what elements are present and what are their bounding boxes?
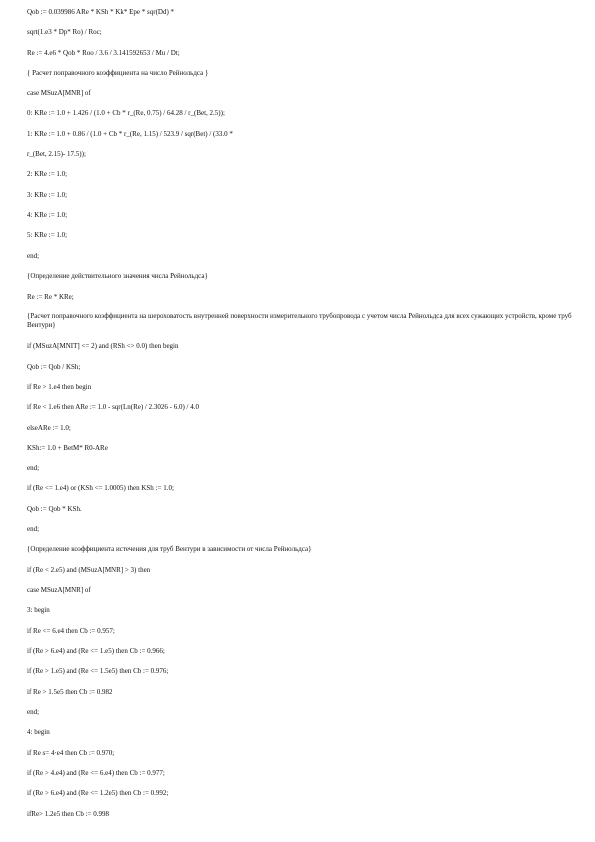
code-line: 4: begin xyxy=(27,728,50,736)
comment-line: {Определение коэффициента истечения для труб Вентури в зависимости от числа Рейнольдса} xyxy=(27,545,312,553)
code-line: sqrt(1.e3 * Dp* Ro) / Roc; xyxy=(27,28,102,36)
code-line: end; xyxy=(27,525,40,533)
comment-line: { Расчет поправочного коэффициента на число Рейнольдса } xyxy=(27,69,209,77)
code-line: 4: KRe := 1.0; xyxy=(27,211,68,219)
code-line: if (Re > 1.e5) and (Re <= 1.5e5) then Cb := 0.976; xyxy=(27,667,169,675)
code-line: Qob := Qob / KSh; xyxy=(27,363,81,371)
code-line: 3: begin xyxy=(27,606,50,614)
code-line: end; xyxy=(27,708,40,716)
code-line: 3: KRe := 1.0; xyxy=(27,191,68,199)
code-line: Re := 4.e6 * Qob * Roo / 3.6 / 3.141592653 / Mu / Dt; xyxy=(27,49,180,57)
code-line: KSh:= 1.0 + BetM* R0-ARe xyxy=(27,444,108,452)
code-line: case MSuzA[MNR] of xyxy=(27,89,91,97)
code-line: if (Re > 6.e4) and (Re <= 1.2e5) then Cb := 0.992; xyxy=(27,789,169,797)
comment-line: {Определение действительного значения числа Рейнольдса} xyxy=(27,272,208,280)
code-line: if (Re > 4.e4) and (Re <= 6.e4) then Cb := 0.977; xyxy=(27,769,165,777)
code-line: if (Re > 6.e4) and (Re <= 1.e5) then Cb := 0.966; xyxy=(27,647,165,655)
code-line: if Re > 1.e4 then begin xyxy=(27,383,92,391)
code-line: if Re < 1.e6 then ARe := 1.0 - sqr(Ln(Re) / 2.3026 - 6.0) / 4.0 xyxy=(27,403,199,411)
code-line: if Re <= 6.e4 then Cb := 0.957; xyxy=(27,627,115,635)
code-line: Qob := 0.039986 ARe * KSh * Kk* Epe * sqr(Dd) * xyxy=(27,8,175,16)
comment-line: {Расчет поправочного коэффициента на шероховатость внутренней поверхности измерительного трубопровода с учетом числа Рейнольдса для всех сужающих устройств, кроме труб Вентури} xyxy=(27,312,574,329)
code-line: 0: KRe := 1.0 + 1.426 / (1.0 + Cb * r_(Re, 0.75) / 64.28 / r_(Bet, 2.5)); xyxy=(27,109,225,117)
code-line: if (Re <= 1.e4) or (KSh <= 1.0005) then KSh := 1.0; xyxy=(27,484,174,492)
code-line: end; xyxy=(27,464,40,472)
code-line: end; xyxy=(27,252,40,260)
code-line: if Re > 1.5e5 then Cb := 0.982 xyxy=(27,688,113,696)
code-line: r_(Bet, 2.15)- 17.5)); xyxy=(27,150,86,158)
code-line: elseARe := 1.0; xyxy=(27,424,71,432)
code-line: ifRe> 1.2e5 then Cb := 0.998 xyxy=(27,810,109,818)
code-line: 2: KRe := 1.0; xyxy=(27,170,68,178)
code-line: if Re s= 4·e4 then Cb := 0.970; xyxy=(27,749,115,757)
code-line: 5: KRe := 1.0; xyxy=(27,231,68,239)
code-line: 1: KRe := 1.0 + 0.86 / (1.0 + Cb * r_(Re, 1.15) / 523.9 / sqr(Bet) / (33.0 * xyxy=(27,130,233,138)
code-line: case MSuzA[MNR] of xyxy=(27,586,91,594)
code-line: Re := Re * KRe; xyxy=(27,293,74,301)
code-line: if (Re < 2.e5) and (MSuzA[MNR] > 3) then xyxy=(27,566,151,574)
code-line: if (MSuzA[MNIT] <= 2) and (RSh <> 0.0) then begin xyxy=(27,342,179,350)
code-line: Qob := Qob * KSh. xyxy=(27,505,82,513)
